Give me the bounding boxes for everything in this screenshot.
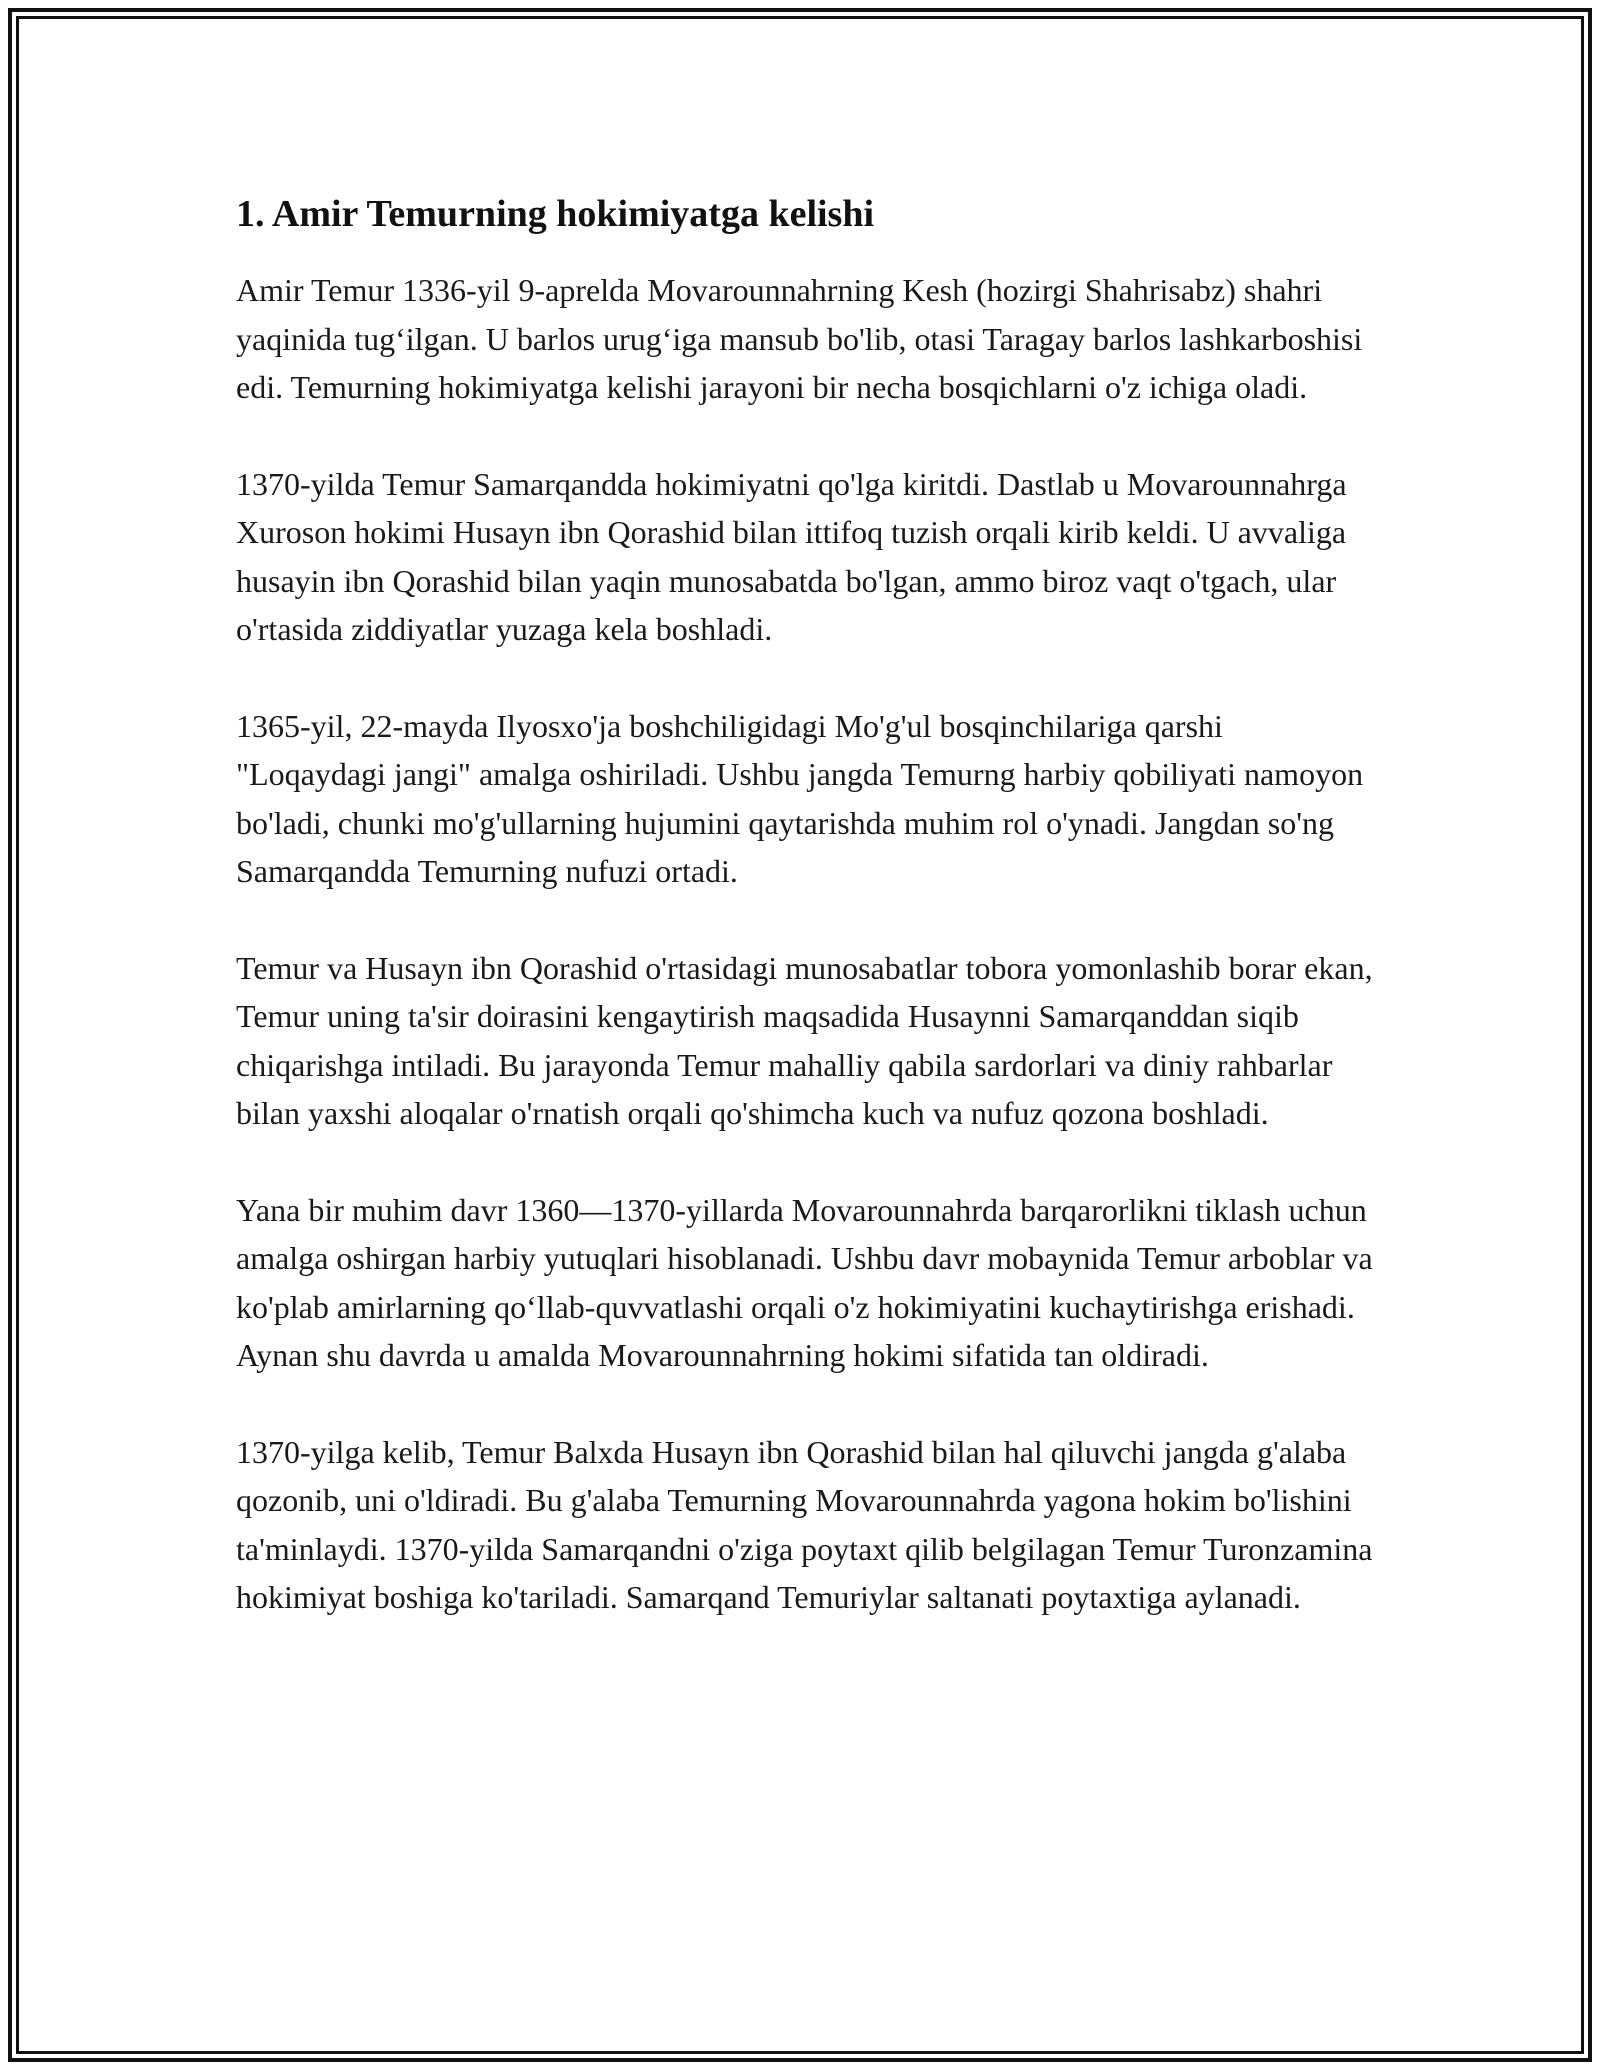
section-heading: 1. Amir Temurning hokimiyatga kelishi xyxy=(236,193,875,235)
paragraph-1: Amir Temur 1336-yil 9-aprelda Movarounnahrning Kesh (hozirgi Shahrisabz) shahri yaqinida tug‘ilgan. U barlos urug‘iga mansub bo'lib, otasi Taragay barlos lashkarboshisi edi. Temurning hokimiyatga kelishi jarayoni bir necha bosqichlarni o'z ichiga oladi. xyxy=(236,272,1363,405)
paragraph-3: 1365-yil, 22-mayda Ilyosxo'ja boshchiligidagi Mo'g'ul bosqinchilariga qarshi "Loqaydagi jangi" amalga oshiriladi. Ushbu jangda Temurng harbiy qobiliyati namoyon bo'ladi, chunki mo'g'ullarning hujumini qaytarishda muhim rol o'ynadi. Jangdan so'ng Samarqandda Temurning nufuzi ortadi. xyxy=(236,707,1364,889)
paragraph-6: 1370-yilga kelib, Temur Balxda Husayn ibn Qorashid bilan hal qiluvchi jangda g'alaba qozonib, uni o'ldiradi. Bu g'alaba Temurning Movarounnahrda yagona hokim bo'lishini ta'minlaydi. 1370-yilda Samarqandni o'ziga poytaxt qilib belgilagan Temur Turonzamina hokimiyat boshiga ko'tariladi. Samarqand Temuriylar saltanati poytaxtiga aylanadi. xyxy=(236,1433,1373,1615)
paragraph-5: Yana bir muhim davr 1360—1370-yillarda Movarounnahrda barqarorlikni tiklash uchun amalga oshirgan harbiy yutuqlari hisoblanadi. Ushbu davr mobaynida Temur arboblar va ko'plab amirlarning qo‘llab-quvvatlashi orqali o'z hokimiyatini kuchaytirishga erishadi. Aynan shu davrda u amalda Movarounnahrning hokimi sifatida tan oldiradi. xyxy=(236,1191,1373,1373)
document-body xyxy=(236,186,1376,1670)
paragraph-2: 1370-yilda Temur Samarqandda hokimiyatni qo'lga kiritdi. Dastlab u Movarounnahrga Xuroson hokimi Husayn ibn Qorashid bilan ittifoq tuzish orqali kirib keldi. U avvaliga husayin ibn Qorashid bilan yaqin munosabatda bo'lgan, ammo biroz vaqt o'tgach, ular o'rtasida ziddiyatlar yuzaga kela boshladi. xyxy=(236,465,1347,647)
paragraph-4: Temur va Husayn ibn Qorashid o'rtasidagi munosabatlar tobora yomonlashib borar ekan, Temur uning ta'sir doirasini kengaytirish maqsadida Husaynni Samarqanddan siqib chiqarishga intiladi. Bu jarayonda Temur mahalliy qabila sardorlari va diniy rahbarlar bilan yaxshi aloqalar o'rnatish orqali qo'shimcha kuch va nufuz qozona boshladi. xyxy=(236,949,1373,1131)
